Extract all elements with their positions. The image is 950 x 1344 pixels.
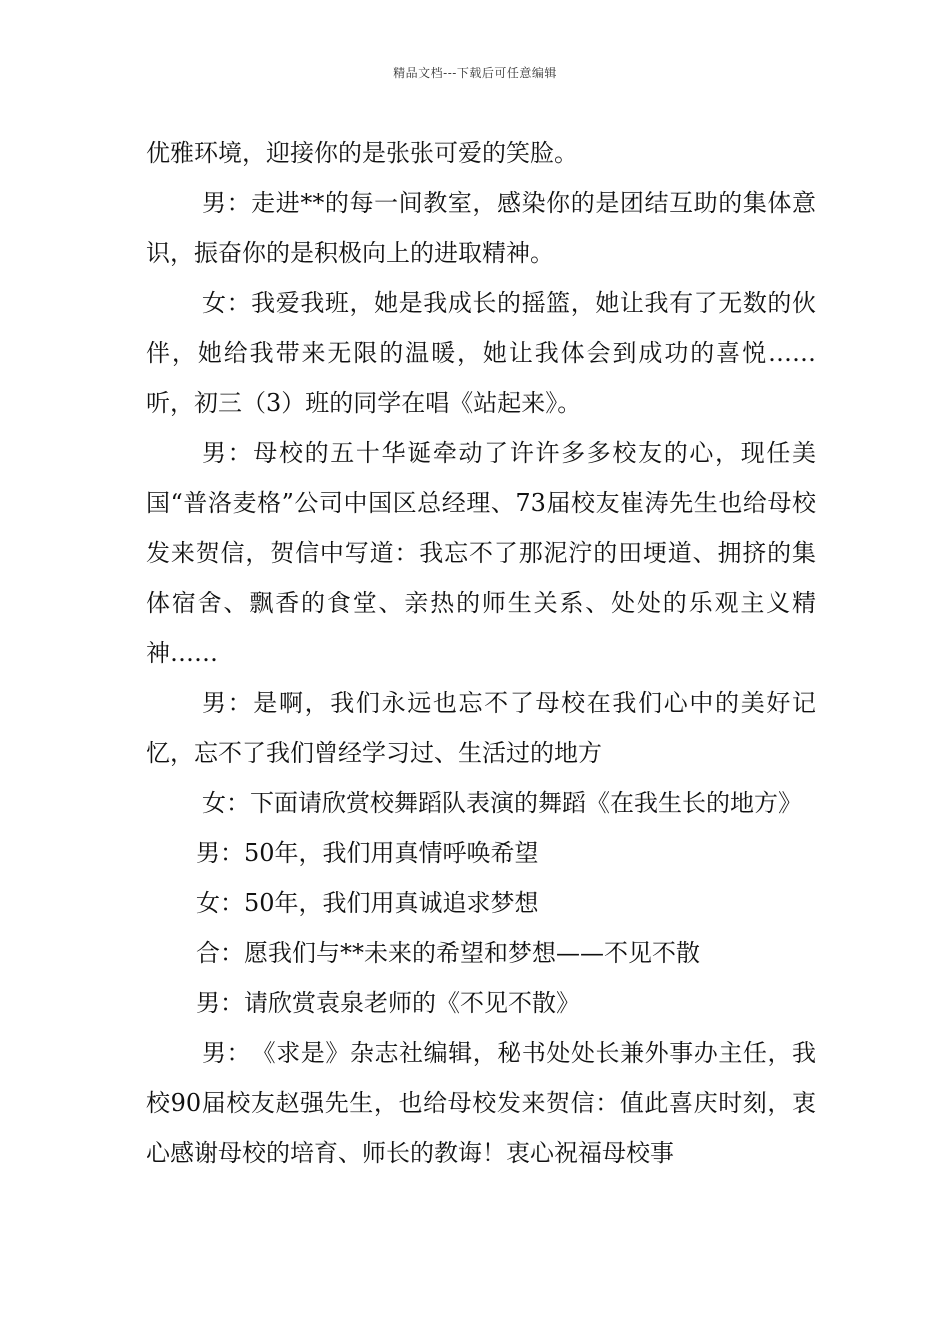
paragraph-7: 男：50年，我们用真情呼唤希望 [196,839,539,867]
document-body [146,128,816,1178]
paragraph-3: 女：我爱我班，她是我成长的摇篮，她让我有了无数的伙伴，她给我带来无限的温暖，她让我体会到成功的喜悦……听，初三（3）班的同学在唱《站起来》。 [146,289,816,417]
paragraph-5: 男：是啊，我们永远也忘不了母校在我们心中的美好记忆，忘不了我们曾经学习过、生活过的地方 [146,689,816,767]
paragraph-6: 女：下面请欣赏校舞蹈队表演的舞蹈《在我生长的地方》 [202,789,802,817]
page-header: 精品文档---下载后可任意编辑 [393,66,557,80]
paragraph-4: 男：母校的五十华诞牵动了许许多多校友的心，现任美国“普洛麦格”公司中国区总经理、73届校友崔涛先生也给母校发来贺信，贺信中写道：我忘不了那泥泞的田埂道、拥挤的集体宿舍、飘香的食堂、亲热的师生关系、处处的乐观主义精神…… [146,439,816,667]
paragraph-1: 优雅环境，迎接你的是张张可爱的笑脸。 [146,139,578,167]
paragraph-2: 男：走进**的每一间教室，感染你的是团结互助的集体意识，振奋你的是积极向上的进取精神。 [146,189,816,267]
paragraph-11: 男： 《求是》杂志社编辑，秘书处处长兼外事办主任，我校90届校友赵强先生，也给母校发来贺信：值此喜庆时刻，衷心感谢母校的培育、师长的教诲！衷心祝福母校事 [146,1039,816,1167]
paragraph-10: 男：请欣赏袁泉老师的《不见不散》 [196,989,580,1017]
paragraph-9: 合：愿我们与**未来的希望和梦想——不见不散 [196,939,700,967]
paragraph-8: 女：50年，我们用真诚追求梦想 [196,889,539,917]
